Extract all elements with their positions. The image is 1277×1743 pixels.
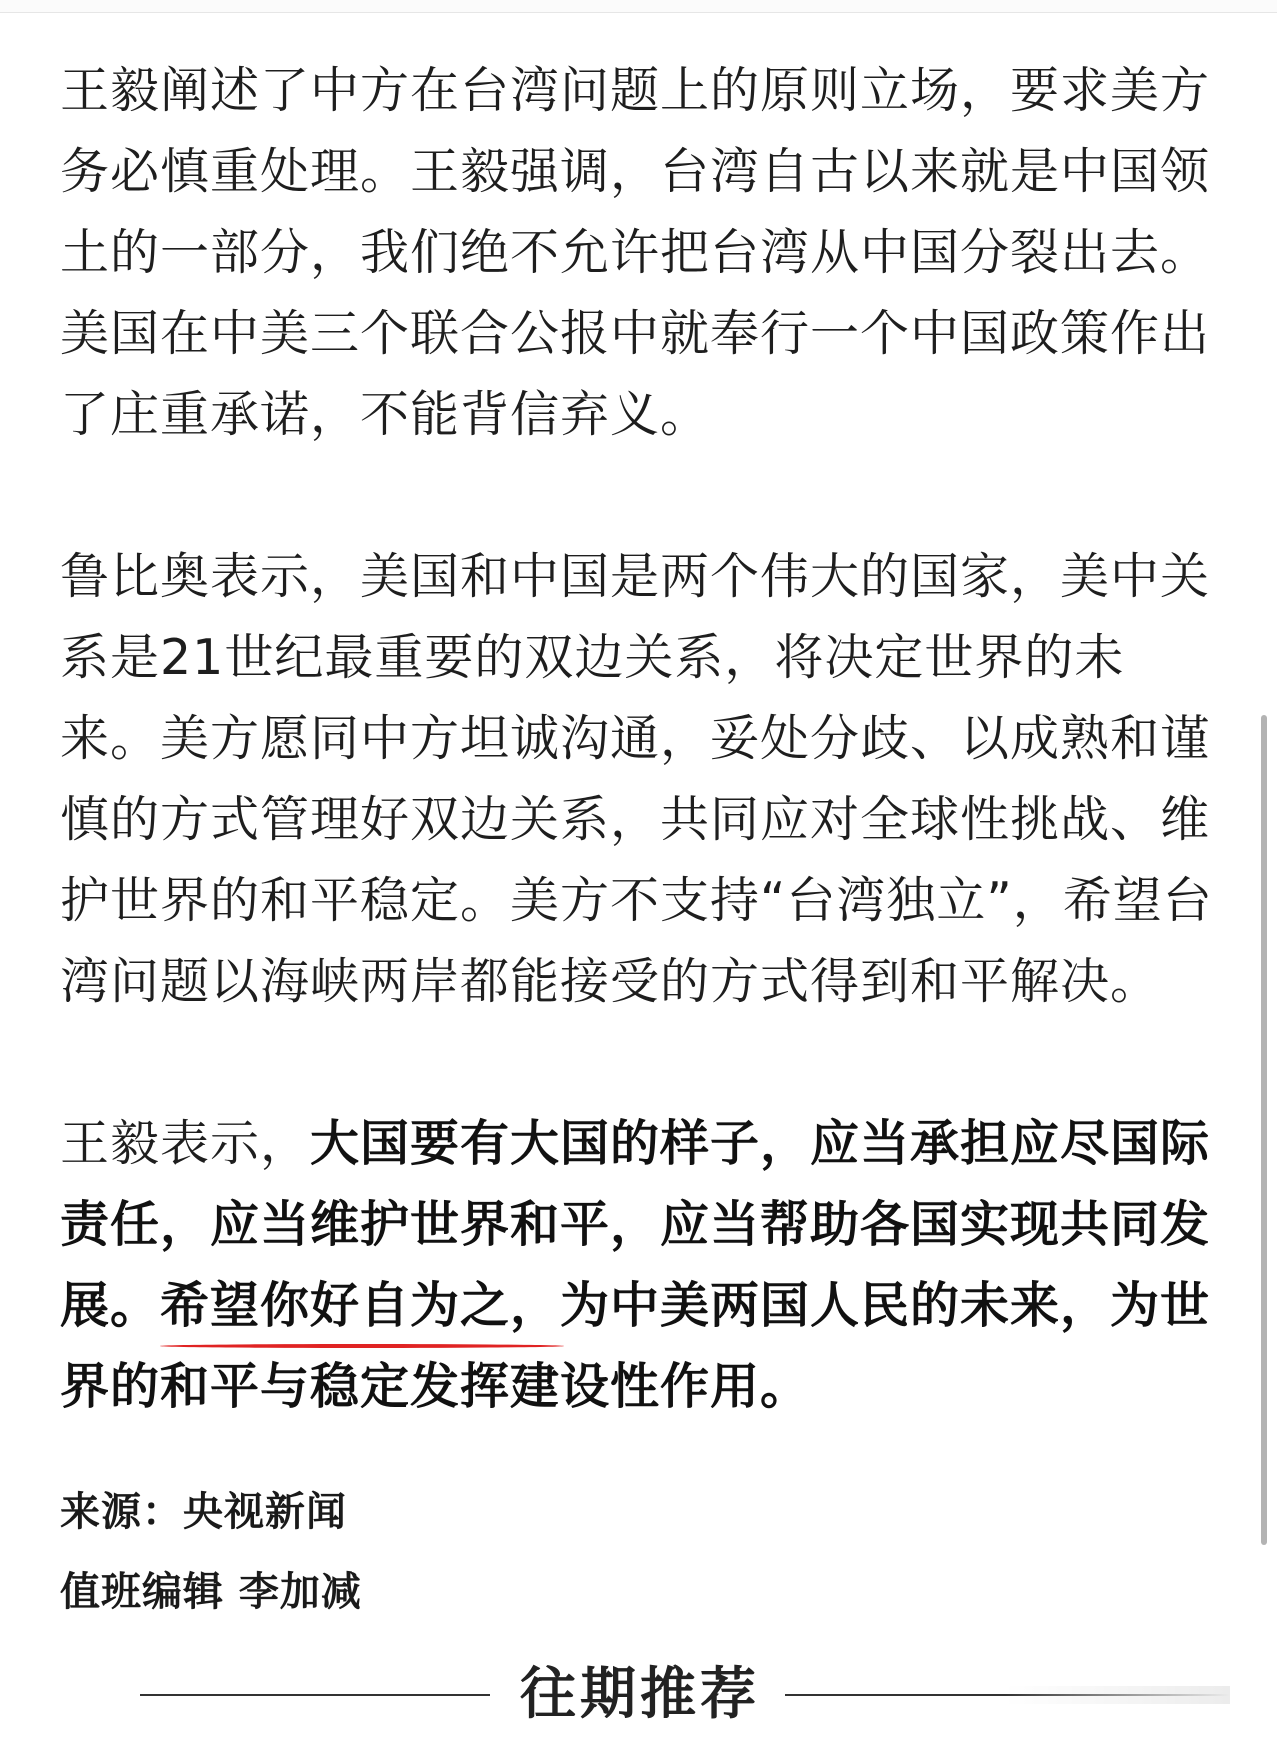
paragraph-3-intro: 王毅表示， <box>60 1115 311 1172</box>
article-paragraph-3 <box>60 1103 1220 1427</box>
recommendations-divider-left <box>140 1694 490 1696</box>
paragraph-3-bold-statement: 大国要有大国的样子，应当承担应尽国际责任，应当维护世界和平，应当帮助各国实现共同发展。 <box>60 1115 1211 1334</box>
paragraph-3-bold-closing: 为中美两国人民的未来，为世界的和平与稳定发挥建设性作用。 <box>60 1277 1211 1415</box>
source-credit: 来源：央视新闻 <box>60 1489 347 1535</box>
article-paragraph-1: 王毅阐述了中方在台湾问题上的原则立场，要求美方务必慎重处理。王毅强调，台湾自古以来就是中国领土的一部分，我们绝不允许把台湾从中国分裂出去。美国在中美三个联合公报中就奉行一个中国政策作出了庄重承诺，不能背信弃义。 <box>60 62 1211 443</box>
recommendations-heading: 往期推荐 <box>520 1662 760 1727</box>
underlined-phrase: 希望你好自为之， <box>160 1277 561 1334</box>
editor-credit: 值班编辑 李加减 <box>60 1569 362 1615</box>
article-paragraph-2: 鲁比奥表示，美国和中国是两个伟大的国家，美中关系是21世纪最重要的双边关系，将决定世界的未来。美方愿同中方坦诚沟通，妥处分歧、以成熟和谨慎的方式管理好双边关系，共同应对全球性挑战、维护世界的和平稳定。美方不支持“台湾独立”，希望台湾问题以海峡两岸都能接受的方式得到和平解决。 <box>60 548 1213 1010</box>
scrollbar-thumb[interactable] <box>1261 715 1267 1545</box>
article-body <box>60 50 1220 1427</box>
divider-fade <box>1005 1686 1230 1704</box>
top-divider <box>0 0 1277 13</box>
